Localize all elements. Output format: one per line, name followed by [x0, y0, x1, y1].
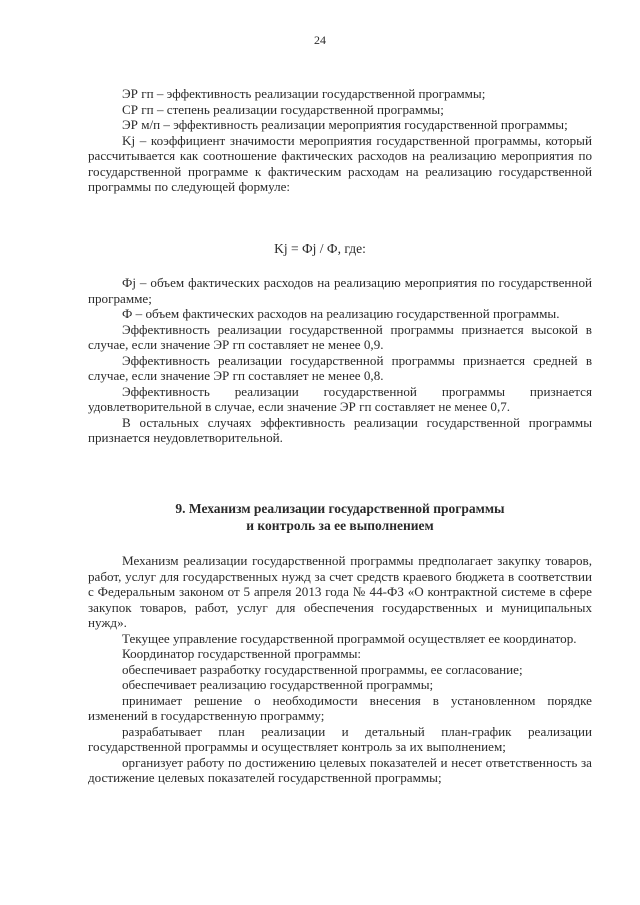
paragraph: Ф – объем фактических расходов на реализацию государственной программы.: [122, 306, 560, 321]
paragraph: Координатор государственной программы:: [122, 646, 362, 661]
paragraph: Механизм реализации государственной программы предполагает закупку товаров, работ, услуг для государственных нужд за счет средств краевого бюджета в соответствии с Федеральным законом от 5 апреля 2013 года № 44-ФЗ «О контрактной системе в сфере закупок товаров, работ, услуг для обеспечения государственных и муниципальных нужд».: [88, 553, 592, 630]
paragraph: обеспечивает разработку государственной программы, ее согласование;: [122, 661, 523, 677]
paragraph: Kj – коэффициент значимости мероприятия государственной программы, который рассчитывается как соотношение фактических расходов на реализацию мероприятия по государственной программе к фактическим расходам на реализацию государственной программы по следующей формуле:: [88, 132, 592, 194]
mechanism-block: [88, 553, 592, 786]
paragraph: организует работу по достижению целевых показателей и несет ответственность за достижение целевых показателей государственной программы;: [88, 754, 592, 785]
definitions-block: [88, 86, 592, 195]
efficiency-block: [88, 275, 592, 446]
paragraph: ЭР м/п – эффективность реализации мероприятия государственной программы;: [122, 117, 568, 132]
section-heading-line: 9. Механизм реализации государственной программы: [175, 501, 505, 516]
paragraph: разрабатывает план реализации и детальный план-график реализации государственной программы и осуществляет контроль за их выполнением;: [88, 723, 592, 754]
paragraph: Фj – объем фактических расходов на реализацию мероприятия по государственной программе;: [88, 275, 592, 306]
paragraph: Эффективность реализации государственной программы признается высокой в случае, если значение ЭР гп составляет не менее 0,9.: [88, 321, 592, 352]
page-number: 24: [314, 33, 326, 47]
section-heading-line: и контроль за ее выполнением: [246, 518, 434, 533]
paragraph: Эффективность реализации государственной программы признается удовлетворительной в случае, если значение ЭР гп составляет не менее 0,7.: [88, 383, 592, 414]
paragraph: СР гп – степень реализации государственной программы;: [122, 101, 444, 117]
paragraph: Текущее управление государственной программой осуществляет ее координатор.: [122, 630, 577, 646]
paragraph: ЭР гп – эффективность реализации государственной программы;: [122, 86, 486, 101]
paragraph: обеспечивает реализацию государственной программы;: [122, 677, 434, 692]
paragraph: В остальных случаях эффективность реализации государственной программы признается неудовлетворительной.: [88, 414, 592, 445]
formula: Kj = Фj / Ф, где:: [274, 241, 366, 256]
paragraph: принимает решение о необходимости внесения в установленном порядке изменений в государственную программу;: [88, 692, 592, 723]
paragraph: Эффективность реализации государственной программы признается средней в случае, если значение ЭР гп составляет не менее 0,8.: [88, 352, 592, 383]
section-heading: [88, 500, 592, 534]
